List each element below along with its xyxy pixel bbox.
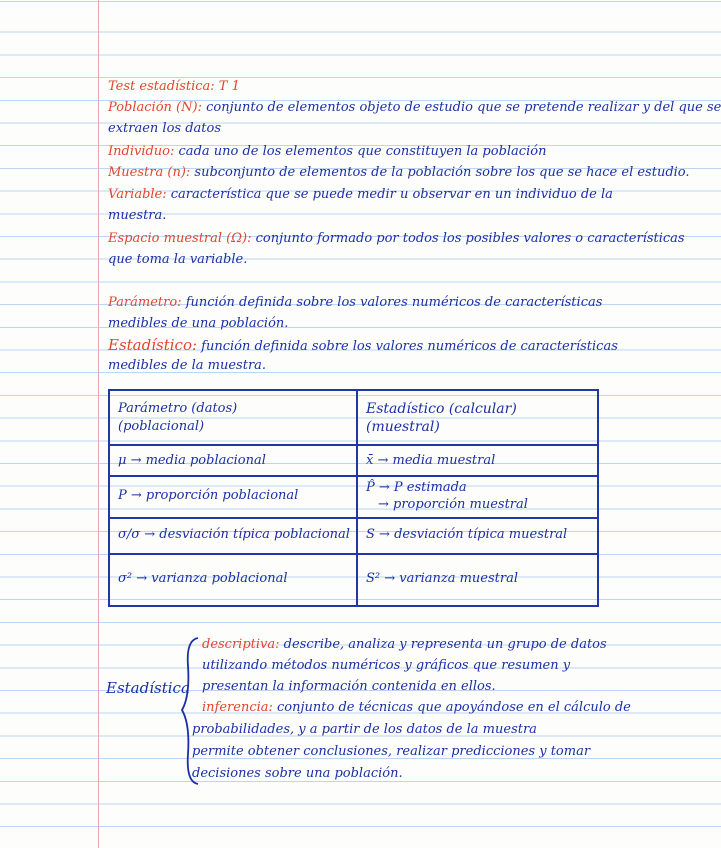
descriptiva-text-1: describe, analiza y representa un grupo de datos: [283, 637, 607, 652]
table-divider-vertical: [356, 391, 358, 605]
table-cell-proporcion-muestral: → proporción muestral: [378, 497, 528, 512]
inferencia-line-1: [202, 699, 631, 717]
text-espacio-muestral: conjunto formado por todos los posibles valores o características: [255, 231, 685, 246]
definition-parametro: [108, 294, 602, 312]
table-cell-desviacion-poblacional: σ/σ → desviación típica poblacional: [118, 527, 350, 542]
inferencia-text-1: conjunto de técnicas que apoyándose en el cálculo de: [277, 700, 631, 715]
definition-variable: [108, 186, 613, 204]
term-parametro: Parámetro:: [108, 295, 182, 310]
descriptiva-text-3: presentan la información contenida en ellos.: [202, 679, 496, 694]
page-title: Test estadística: T 1: [108, 79, 240, 94]
inferencia-text-4: decisiones sobre una población.: [192, 766, 403, 781]
text-muestra: subconjunto de elementos de la población sobre los que se hace el estudio.: [194, 165, 690, 180]
term-descriptiva: descriptiva:: [202, 637, 280, 652]
inferencia-text-2: probabilidades, y a partir de los datos de la muestra: [192, 722, 537, 737]
curly-brace-icon: [180, 636, 200, 786]
estadistica-section: [100, 636, 655, 836]
table-divider: [110, 553, 597, 555]
term-inferencia: inferencia:: [202, 700, 273, 715]
text-espacio-muestral-cont: que toma la variable.: [108, 252, 248, 267]
text-variable-cont: muestra.: [108, 208, 167, 223]
table-cell-varianza-muestral: S² → varianza muestral: [366, 571, 519, 586]
table-cell-proporcion-poblacional: P → proporción poblacional: [118, 488, 299, 503]
term-variable: Variable:: [108, 187, 167, 202]
text-parametro: función definida sobre los valores numéricos de características: [185, 295, 603, 310]
definition-poblacion: [108, 99, 721, 117]
text-estadistico-cont: medibles de la muestra.: [108, 358, 267, 373]
table-cell-media-poblacional: μ → media poblacional: [118, 453, 266, 468]
table-header-left-1: Parámetro (datos): [118, 401, 238, 416]
definition-espacio-muestral: [108, 230, 685, 248]
definition-estadistico: [108, 336, 618, 356]
table-header-right-2: (muestral): [366, 419, 440, 435]
estadistica-label: Estadística: [106, 679, 190, 697]
text-poblacion-cont: extraen los datos: [108, 121, 221, 136]
table-cell-p-estimada: P̂ → P estimada: [366, 480, 467, 495]
parameter-statistic-table: [108, 389, 599, 607]
table-cell-desviacion-muestral: S → desviación típica muestral: [366, 527, 568, 542]
text-individuo: cada uno de los elementos que constituyen la población: [178, 144, 547, 159]
table-cell-media-muestral: x̄ → media muestral: [366, 453, 496, 468]
table-divider: [110, 517, 597, 519]
inferencia-text-3: permite obtener conclusiones, realizar predicciones y tomar: [192, 744, 591, 759]
table-divider: [110, 444, 597, 446]
descriptiva-text-2: utilizando métodos numéricos y gráficos que resumen y: [202, 658, 571, 673]
table-divider: [110, 475, 597, 477]
table-header-right-1: Estadístico (calcular): [366, 401, 517, 417]
definition-individuo: [108, 143, 546, 161]
table-cell-varianza-poblacional: σ² → varianza poblacional: [118, 571, 288, 586]
definition-muestra: [108, 164, 690, 182]
term-muestra: Muestra (n):: [108, 165, 191, 180]
text-parametro-cont: medibles de una población.: [108, 316, 289, 331]
term-individuo: Individuo:: [108, 144, 175, 159]
term-estadistico: Estadístico:: [108, 336, 198, 354]
text-poblacion: conjunto de elementos objeto de estudio que se pretende realizar y del que se: [206, 100, 721, 115]
text-estadistico: función definida sobre los valores numéricos de características: [201, 339, 618, 354]
descriptiva-line-1: [202, 636, 607, 654]
term-espacio-muestral: Espacio muestral (Ω):: [108, 231, 252, 246]
table-header-left-2: (poblacional): [118, 419, 205, 434]
term-poblacion: Población (N):: [108, 100, 202, 115]
text-variable: característica que se puede medir u observar en un individuo de la: [170, 187, 613, 202]
